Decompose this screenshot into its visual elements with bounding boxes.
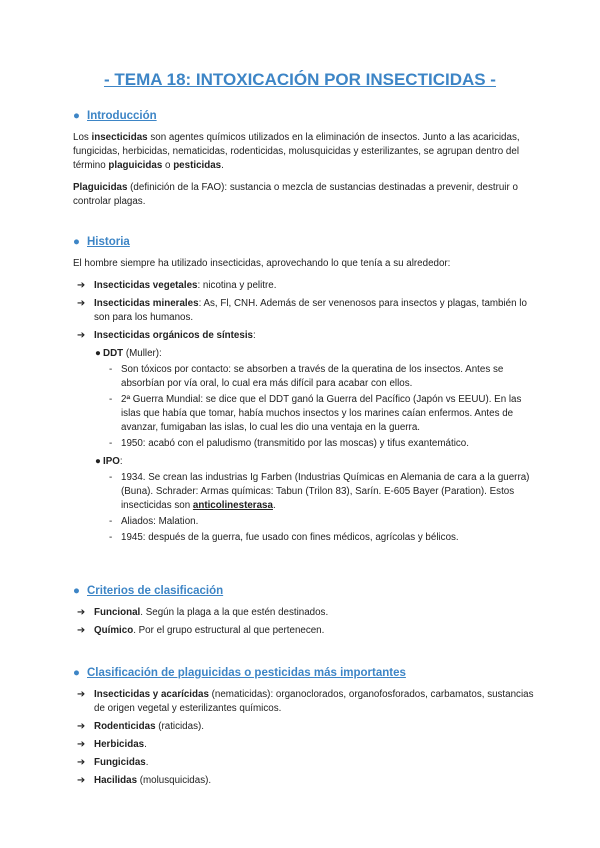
- bullet-icon: ●: [73, 667, 80, 679]
- section-criterios: [73, 585, 543, 642]
- bullet-icon: ●: [73, 585, 80, 597]
- clasificacion-list: [73, 688, 543, 788]
- page-title: - TEMA 18: INTOXICACIÓN POR INSECTICIDAS -: [104, 70, 496, 89]
- list-item: - 1934. Se crean las industrias Ig Farben (Industrias Químicas en Alemania de cara a la guerra) (Buna). Schrader: Armas químicas: Tabun (Trilon 83), Sarín. E-605 Bayer (Paration). Estos insecticidas son anticolinesterasa.: [109, 472, 530, 511]
- criterios-list: [73, 606, 543, 638]
- dot-icon: ●: [95, 456, 101, 467]
- list-item: - Aliados: Malation.: [109, 516, 199, 527]
- list-item: ➔ Hacilidas (molusquicidas).: [77, 775, 212, 786]
- list-item: - 2ª Guerra Mundial: se dice que el DDT ganó la Guerra del Pacífico (Japón vs EEUU). En las islas que había que tomar, había muchos insectos y los marines caían enfermos. Antes de avanzar, fumigaban las islas, lo cual les dio una ventaja en la guerra.: [109, 394, 522, 433]
- ddt-details: [107, 363, 543, 451]
- section-heading: ● Introducción: [73, 110, 157, 122]
- arrow-icon: ➔: [77, 298, 86, 309]
- arrow-icon: ➔: [77, 739, 86, 750]
- arrow-icon: ➔: [77, 330, 86, 341]
- section-clasificacion: [73, 667, 543, 792]
- ipo-details: [107, 471, 543, 545]
- arrow-icon: ➔: [77, 721, 86, 732]
- arrow-icon: ➔: [77, 607, 86, 618]
- arrow-icon: ➔: [77, 280, 86, 291]
- list-item: ➔ Insecticidas minerales: As, Fl, CNH. Además de ser venenosos para insectos y plagas, también lo son para los humanos.: [77, 298, 527, 323]
- intro-paragraph: Los insecticidas son agentes químicos utilizados en la eliminación de insectos. Junto a las acaricidas, fungicidas, herbicidas, nematicidas, rodenticidas, molusquicidas y esterilizantes, se agrupan dentro del término plaguicidas o pesticidas.: [73, 132, 520, 171]
- list-item: ➔ Funcional. Según la plaga a la que estén destinados.: [77, 607, 329, 618]
- list-item: ➔ Químico. Por el grupo estructural al que pertenecen.: [77, 625, 325, 636]
- list-item-ipo: ● IPO: - 1934. Se crean las industrias Ig Farben (Industrias Químicas en Alemania de cara a la guerra) (Buna). Schrader: Armas químicas: Tabun (Trilon 83), Sarín. E-605 Bayer (Paration). Estos insecticidas son anticolinesterasa. - Aliados: Malation. - 1945: después de la guerra, fue usado con fines médicos, agrícolas y bélicos.: [73, 455, 543, 545]
- list-item: ➔ Insecticidas y acarícidas (nematicidas): organoclorados, organofosforados, carbamatos, sustancias de origen vegetal y esterilizantes químicos.: [77, 689, 534, 714]
- section-heading: ● Clasificación de plaguicidas o pesticidas más importantes: [73, 667, 406, 679]
- list-item: ➔ Rodenticidas (raticidas).: [77, 721, 204, 732]
- arrow-icon: ➔: [77, 757, 86, 768]
- list-item: ➔ Fungicidas.: [77, 757, 149, 768]
- dot-icon: ●: [95, 348, 101, 359]
- section-introduccion: [73, 110, 543, 217]
- list-item: ➔ Insecticidas vegetales: nicotina y pelitre.: [77, 280, 277, 291]
- arrow-icon: ➔: [77, 625, 86, 636]
- list-item: ➔ Insecticidas orgánicos de síntesis: ● DDT (Muller): - Son tóxicos por contacto: se absorben a través de la queratina de los insectos. Antes se absorbían por vía oral, lo cual era más difícil para acabar con ellos. - 2ª Guerra Mundial: se dice que el DDT ganó la Guerra del Pacífico (Japón vs EEUU). En las islas que había que tomar, había muchos insectos y los marines caían enfermos. Antes de avanzar, fumigaban las islas, lo cual les dio una ventaja en la guerra. - 1950: acabó con el paludismo (transmitido por las moscas) y tifus exantemático. ● IPO: - 1934. Se crean las industrias Ig Farben (Industrias Químicas en Alemania de cara a la guerra) (Buna). Schrader: Armas químicas: Tabun (Trilon 83), Sarín. E-605 Bayer (Paration). Estos insecticidas son anticolinesterasa. - Aliados: Malation. - 1945: después de la guerra, fue usado con fines médicos, agrícolas y bélicos.: [73, 329, 543, 545]
- fao-definition: Plaguicidas (definición de la FAO): sustancia o mezcla de sustancias destinadas a prevenir, destruir o controlar plagas.: [73, 182, 518, 207]
- bullet-icon: ●: [73, 110, 80, 122]
- list-item: - 1950: acabó con el paludismo (transmitido por las moscas) y tifus exantemático.: [109, 438, 469, 449]
- section-historia: [73, 236, 543, 549]
- section-heading: ● Historia: [73, 236, 130, 248]
- list-item: - 1945: después de la guerra, fue usado con fines médicos, agrícolas y bélicos.: [109, 532, 459, 543]
- arrow-icon: ➔: [77, 689, 86, 700]
- historia-paragraph: El hombre siempre ha utilizado insecticidas, aprovechando lo que tenía a su alrededor:: [73, 258, 451, 269]
- bullet-icon: ●: [73, 236, 80, 248]
- list-item-ddt: ● DDT (Muller): - Son tóxicos por contacto: se absorben a través de la queratina de los insectos. Antes se absorbían por vía oral, lo cual era más difícil para acabar con ellos. - 2ª Guerra Mundial: se dice que el DDT ganó la Guerra del Pacífico (Japón vs EEUU). En las islas que había que tomar, había muchos insectos y los marines caían enfermos. Antes de avanzar, fumigaban las islas, lo cual les dio una ventaja en la guerra. - 1950: acabó con el paludismo (transmitido por las moscas) y tifus exantemático.: [73, 347, 543, 451]
- list-item: - Son tóxicos por contacto: se absorben a través de la queratina de los insectos. Antes se absorbían por vía oral, lo cual era más difícil para acabar con ellos.: [109, 364, 504, 389]
- synthesis-list: [73, 347, 543, 545]
- list-item: ➔ Herbicidas.: [77, 739, 147, 750]
- historia-list: [73, 279, 543, 545]
- arrow-icon: ➔: [77, 775, 86, 786]
- section-heading: ● Criterios de clasificación: [73, 585, 224, 597]
